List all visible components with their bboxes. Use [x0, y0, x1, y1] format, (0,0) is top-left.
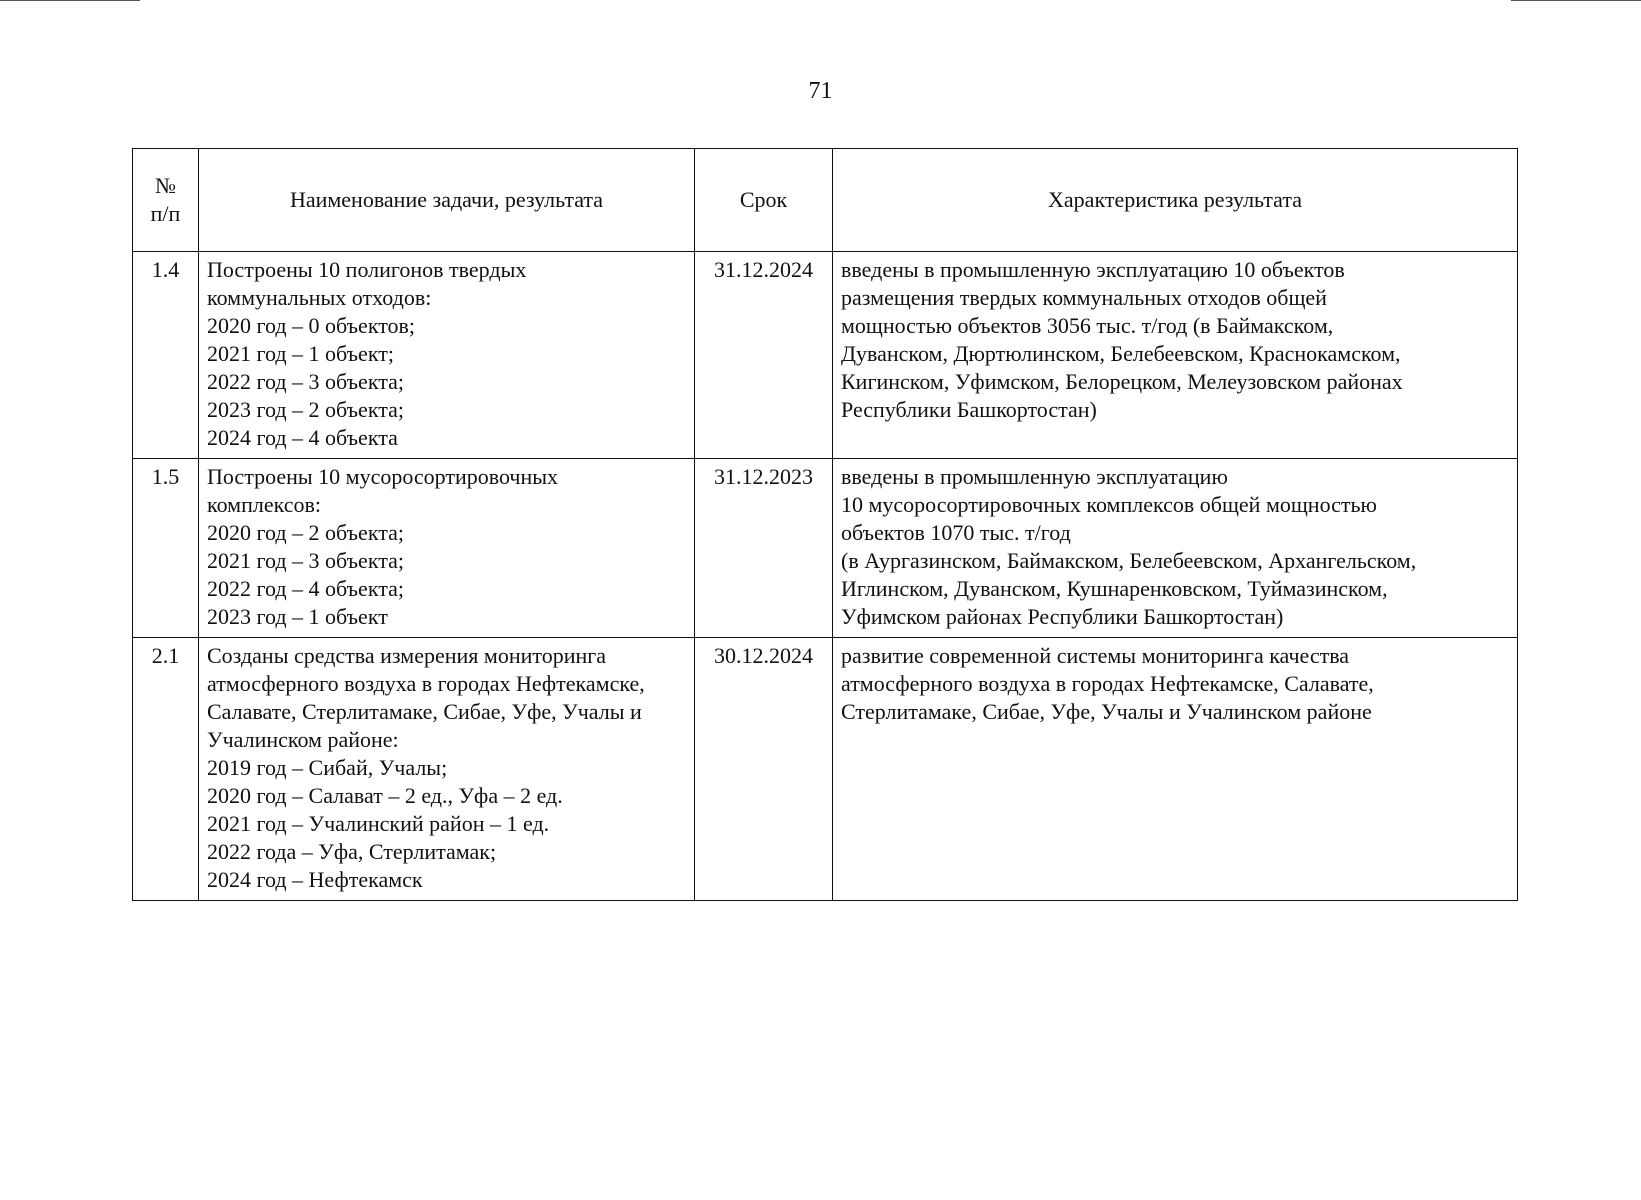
- desc-line: атмосферного воздуха в городах Нефтекамске, Салавате,: [841, 671, 1374, 696]
- result-description: [833, 252, 1518, 459]
- header-num-line: №: [155, 173, 176, 198]
- desc-line: Республики Башкортостан): [841, 397, 1097, 422]
- desc-line: введены в промышленную эксплуатацию 10 объектов: [841, 257, 1345, 282]
- task-line: 2022 год – 4 объекта;: [207, 576, 404, 601]
- row-number: 1.5: [133, 459, 199, 638]
- desc-line: Дуванском, Дюртюлинском, Белебеевском, Краснокамском,: [841, 341, 1401, 366]
- header-name: Наименование задачи, результата: [199, 149, 695, 252]
- desc-line: введены в промышленную эксплуатацию: [841, 464, 1228, 489]
- task-name: [199, 638, 695, 901]
- deadline: 30.12.2024: [695, 638, 833, 901]
- desc-line: размещения твердых коммунальных отходов общей: [841, 285, 1327, 310]
- task-line: атмосферного воздуха в городах Нефтекамске,: [207, 671, 645, 696]
- desc-line: развитие современной системы мониторинга качества: [841, 643, 1350, 668]
- task-line: 2020 год – 0 объектов;: [207, 313, 416, 338]
- task-line: 2023 год – 1 объект: [207, 604, 388, 629]
- desc-line: Кигинском, Уфимском, Белорецком, Мелеузовском районах: [841, 369, 1403, 394]
- header-term: Срок: [695, 149, 833, 252]
- task-line: Салавате, Стерлитамаке, Сибае, Уфе, Учалы и: [207, 699, 642, 724]
- scan-edge-line: [1511, 0, 1641, 1]
- page-number: 71: [808, 78, 833, 104]
- deadline: 31.12.2024: [695, 252, 833, 459]
- header-desc: Характеристика результата: [833, 149, 1518, 252]
- results-table: [132, 148, 1518, 901]
- task-line: Построены 10 полигонов твердых: [207, 257, 527, 282]
- deadline: 31.12.2023: [695, 459, 833, 638]
- header-num: [133, 149, 199, 252]
- desc-line: Уфимском районах Республики Башкортостан): [841, 604, 1284, 629]
- task-line: 2024 год – Нефтекамск: [207, 867, 423, 892]
- task-line: 2021 год – Учалинский район – 1 ед.: [207, 811, 550, 836]
- task-line: 2020 год – 2 объекта;: [207, 520, 404, 545]
- task-line: 2022 года – Уфа, Стерлитамак;: [207, 839, 497, 864]
- task-name: [199, 252, 695, 459]
- result-description: [833, 638, 1518, 901]
- desc-line: Иглинском, Дуванском, Кушнаренковском, Туймазинском,: [841, 576, 1388, 601]
- task-line: коммунальных отходов:: [207, 285, 432, 310]
- task-line: 2022 год – 3 объекта;: [207, 369, 404, 394]
- task-line: комплексов:: [207, 492, 321, 517]
- desc-line: (в Аургазинском, Баймакском, Белебеевском, Архангельском,: [841, 548, 1417, 573]
- task-name: [199, 459, 695, 638]
- desc-line: 10 мусоросортировочных комплексов общей мощностью: [841, 492, 1377, 517]
- row-number: 1.4: [133, 252, 199, 459]
- task-line: 2019 год – Сибай, Учалы;: [207, 755, 448, 780]
- desc-line: объектов 1070 тыс. т/год: [841, 520, 1071, 545]
- task-line: Построены 10 мусоросортировочных: [207, 464, 559, 489]
- desc-line: Стерлитамаке, Сибае, Уфе, Учалы и Учалинском районе: [841, 699, 1372, 724]
- header-num-line: п/п: [150, 201, 181, 226]
- desc-line: мощностью объектов 3056 тыс. т/год (в Баймакском,: [841, 313, 1334, 338]
- task-line: 2021 год – 1 объект;: [207, 341, 394, 366]
- table-header-row: [133, 149, 1518, 252]
- table-row: [133, 252, 1518, 459]
- row-number: 2.1: [133, 638, 199, 901]
- table-row: [133, 638, 1518, 901]
- task-line: Учалинском районе:: [207, 727, 399, 752]
- task-line: Созданы средства измерения мониторинга: [207, 643, 607, 668]
- task-line: 2020 год – Салават – 2 ед., Уфа – 2 ед.: [207, 783, 563, 808]
- task-line: 2023 год – 2 объекта;: [207, 397, 404, 422]
- task-line: 2021 год – 3 объекта;: [207, 548, 404, 573]
- result-description: [833, 459, 1518, 638]
- scan-edge-line: [0, 0, 140, 1]
- table-row: [133, 459, 1518, 638]
- task-line: 2024 год – 4 объекта: [207, 425, 398, 450]
